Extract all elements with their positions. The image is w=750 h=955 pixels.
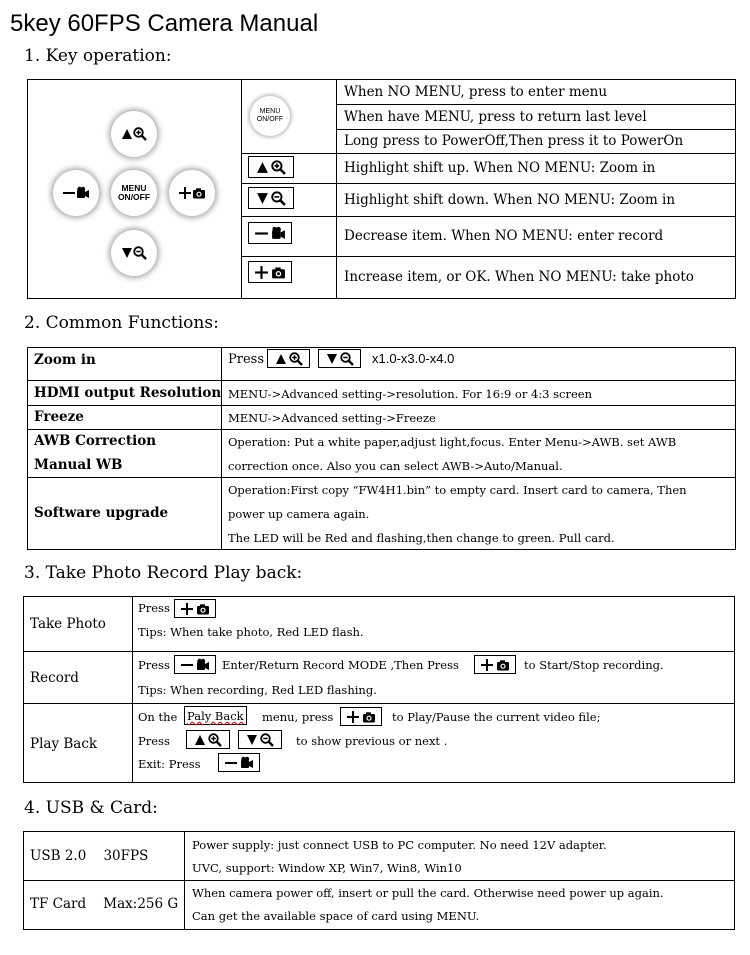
menu-desc-1: When NO MENU, press to enter menu — [344, 84, 608, 100]
plus-photo-key-icon — [340, 707, 382, 726]
minus-record-key-icon — [174, 655, 216, 674]
camera-icon — [192, 186, 206, 200]
plus-photo-key-icon — [248, 261, 292, 283]
triangle-down-icon — [246, 734, 258, 746]
minus-record-button — [53, 170, 99, 216]
tf-card-label: TF Card Max:256 G — [30, 896, 179, 912]
hdmi-value: MENU->Advanced setting->resolution. For 16:9 or 4:3 screen — [228, 387, 593, 401]
minus-record-key-icon — [248, 222, 292, 244]
minus-icon — [254, 226, 269, 241]
zoom-in-icon — [208, 733, 222, 747]
record-tips: Tips: When recording, Red LED flashing. — [138, 683, 377, 697]
menu-onoff-icon: MENU ON/OFF — [250, 96, 290, 136]
record-press: Press — [138, 658, 170, 672]
menu-onoff-button: MENU ON/OFF — [111, 170, 157, 216]
zoom-levels: x1.0-x3.0-x4.0 — [372, 351, 455, 366]
section-heading-take-photo: 3. Take Photo Record Play back: — [24, 563, 303, 583]
section-heading-common-functions: 2. Common Functions: — [24, 313, 219, 333]
video-camera-icon — [196, 658, 210, 672]
up-zoom-key-icon — [186, 730, 230, 749]
down-key-desc: Highlight shift down. When NO MENU: Zoom in — [344, 192, 676, 208]
down-zoom-key-icon — [238, 730, 282, 749]
zoom-out-icon — [271, 191, 286, 206]
minus-icon — [62, 186, 76, 200]
triangle-up-icon — [275, 353, 287, 365]
tf-line-1: When camera power off, insert or pull the card. Otherwise need power up again. — [192, 886, 664, 900]
minus-key-desc: Decrease item. When NO MENU: enter record — [344, 228, 664, 244]
awb-label-1: AWB Correction — [34, 433, 157, 449]
camera-icon — [496, 658, 510, 672]
zoom-out-icon — [260, 733, 274, 747]
software-upgrade-label: Software upgrade — [34, 505, 169, 521]
camera-icon — [271, 265, 286, 280]
plus-icon — [346, 710, 360, 724]
up-key-desc: Highlight shift up. When NO MENU: Zoom in — [344, 160, 656, 176]
plus-key-desc: Increase item, or OK. When NO MENU: take photo — [344, 269, 694, 285]
awb-label-2: Manual WB — [34, 457, 123, 473]
record-label: Record — [30, 670, 79, 686]
section-heading-key-operation: 1. Key operation: — [24, 46, 172, 66]
plus-icon — [480, 658, 494, 672]
play-show: to show previous or next . — [296, 734, 448, 748]
software-line-1: Operation:First copy “FW4H1.bin” to empty card. Insert card to camera, Then — [228, 483, 687, 497]
hdmi-label: HDMI output Resolution — [34, 385, 222, 401]
down-zoom-key-icon — [318, 349, 361, 368]
tf-line-2: Can get the available space of card using MENU. — [192, 909, 480, 923]
play-menu-press: menu, press — [262, 710, 334, 724]
video-camera-icon — [76, 186, 90, 200]
usb-line-2: UVC, support: Window XP, Win7, Win8, Win10 — [192, 861, 462, 875]
software-line-2: power up camera again. — [228, 507, 370, 521]
plus-icon — [254, 265, 269, 280]
triangle-up-icon — [121, 128, 133, 140]
minus-icon — [180, 658, 194, 672]
photo-record-table — [23, 596, 735, 783]
usb-line-1: Power supply: just connect USB to PC computer. No need 12V adapter. — [192, 838, 607, 852]
triangle-down-icon — [256, 192, 269, 205]
record-end: to Start/Stop recording. — [524, 658, 664, 672]
up-zoom-key-icon — [248, 156, 294, 178]
camera-icon — [362, 710, 376, 724]
zoom-label: Zoom in — [34, 352, 96, 368]
awb-line-2: correction once. Also you can select AWB->Auto/Manual. — [228, 459, 563, 473]
software-line-3: The LED will be Red and flashing,then change to green. Pull card. — [228, 531, 615, 545]
usb-label: USB 2.0 30FPS — [30, 848, 149, 864]
up-zoom-key-icon — [267, 349, 310, 368]
paly-back-menu-text: Paly Back — [187, 709, 244, 723]
zoom-out-icon — [340, 352, 354, 366]
minus-icon — [224, 756, 238, 770]
down-zoom-key-icon — [248, 187, 294, 209]
take-photo-press: Press — [138, 601, 170, 615]
zoom-press: Press — [228, 352, 264, 367]
menu-desc-3: Long press to PowerOff,Then press it to PowerOn — [344, 133, 684, 149]
down-zoom-out-button — [111, 230, 157, 276]
triangle-up-icon — [194, 734, 206, 746]
triangle-down-icon — [121, 247, 133, 259]
camera-icon — [196, 602, 210, 616]
awb-line-1: Operation: Put a white paper,adjust light,focus. Enter Menu->AWB. set AWB — [228, 435, 677, 449]
plus-photo-key-icon — [474, 655, 516, 674]
paly-back-menu-box — [184, 706, 247, 725]
zoom-in-icon — [289, 352, 303, 366]
video-camera-icon — [271, 226, 286, 241]
play-on-the: On the — [138, 710, 178, 724]
up-zoom-in-button — [111, 111, 157, 157]
play-exit: Exit: Press — [138, 757, 201, 771]
take-photo-label: Take Photo — [30, 616, 106, 632]
plus-icon — [178, 186, 192, 200]
take-photo-tips: Tips: When take photo, Red LED flash. — [138, 625, 364, 639]
section-heading-usb-card: 4. USB & Card: — [24, 798, 158, 818]
zoom-in-icon — [133, 127, 147, 141]
minus-record-key-icon — [218, 753, 260, 772]
freeze-value: MENU->Advanced setting->Freeze — [228, 411, 436, 425]
play-back-label: Play Back — [30, 736, 98, 752]
triangle-up-icon — [256, 161, 269, 174]
zoom-out-icon — [133, 246, 147, 260]
play-to: to Play/Pause the current video file; — [392, 710, 601, 724]
triangle-down-icon — [326, 353, 338, 365]
video-camera-icon — [240, 756, 254, 770]
freeze-label: Freeze — [34, 409, 84, 425]
plus-photo-button — [169, 170, 215, 216]
record-middle: Enter/Return Record MODE ,Then Press — [222, 658, 459, 672]
page-title: 5key 60FPS Camera Manual — [10, 10, 319, 37]
play-press: Press — [138, 734, 170, 748]
plus-icon — [180, 602, 194, 616]
plus-photo-key-icon — [174, 599, 216, 618]
menu-desc-2: When have MENU, press to return last level — [344, 109, 647, 125]
zoom-in-icon — [271, 160, 286, 175]
